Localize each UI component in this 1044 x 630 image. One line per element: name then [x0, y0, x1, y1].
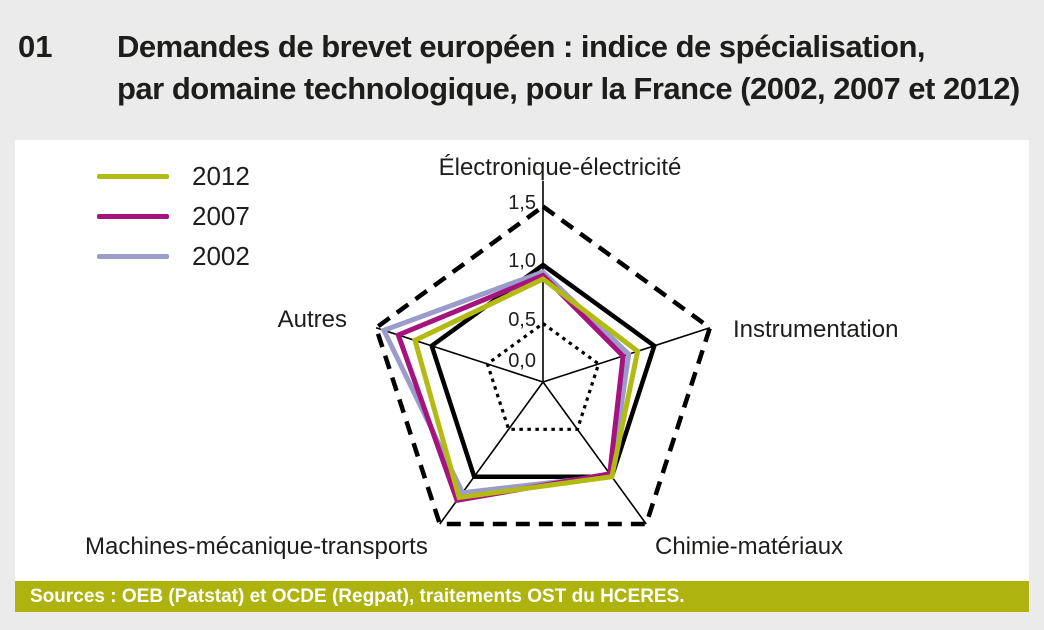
- legend-label-2007: 2007: [192, 200, 250, 231]
- tick-label-0-5: 0,5: [508, 309, 536, 331]
- axis-label-chimie-materiaux: Chimie-matériaux: [655, 533, 844, 560]
- legend-swatch-2012: [97, 174, 169, 179]
- legend-item-2012: [97, 156, 250, 196]
- figure-title: [117, 26, 1020, 110]
- axis-label-electronique-electricite: Électronique-électricité: [438, 154, 682, 181]
- legend-item-2007: [97, 196, 250, 236]
- tick-label-0-0: 0,0: [508, 350, 536, 372]
- chart-panel: [15, 140, 1029, 581]
- axis-label-instrumentation: Instrumentation: [733, 316, 899, 343]
- legend-label-2012: 2012: [192, 160, 250, 191]
- source-bar: [15, 581, 1029, 612]
- legend-swatch-2002: [97, 254, 169, 259]
- axis-label-autres: Autres: [277, 306, 347, 333]
- figure-header: [18, 26, 1026, 110]
- figure-title-line2: par domaine technologique, pour la France (2002, 2007 et 2012): [117, 71, 1020, 106]
- tick-label-1-5: 1,5: [508, 192, 536, 214]
- tick-label-1-0: 1,0: [508, 250, 536, 272]
- radar-spoke: [543, 382, 646, 524]
- legend-swatch-2007: [97, 214, 169, 219]
- source-text: Sources : OEB (Patstat) et OCDE (Regpat), traitements OST du HCERES.: [30, 585, 685, 607]
- figure-number: 01: [18, 29, 53, 64]
- legend-item-2002: [97, 236, 250, 276]
- legend: [97, 156, 250, 276]
- axis-label-machines-mecanique-transports: Machines-mécanique-transports: [85, 533, 428, 560]
- figure-title-line1: Demandes de brevet européen : indice de spécialisation,: [117, 29, 926, 64]
- legend-label-2002: 2002: [192, 240, 250, 271]
